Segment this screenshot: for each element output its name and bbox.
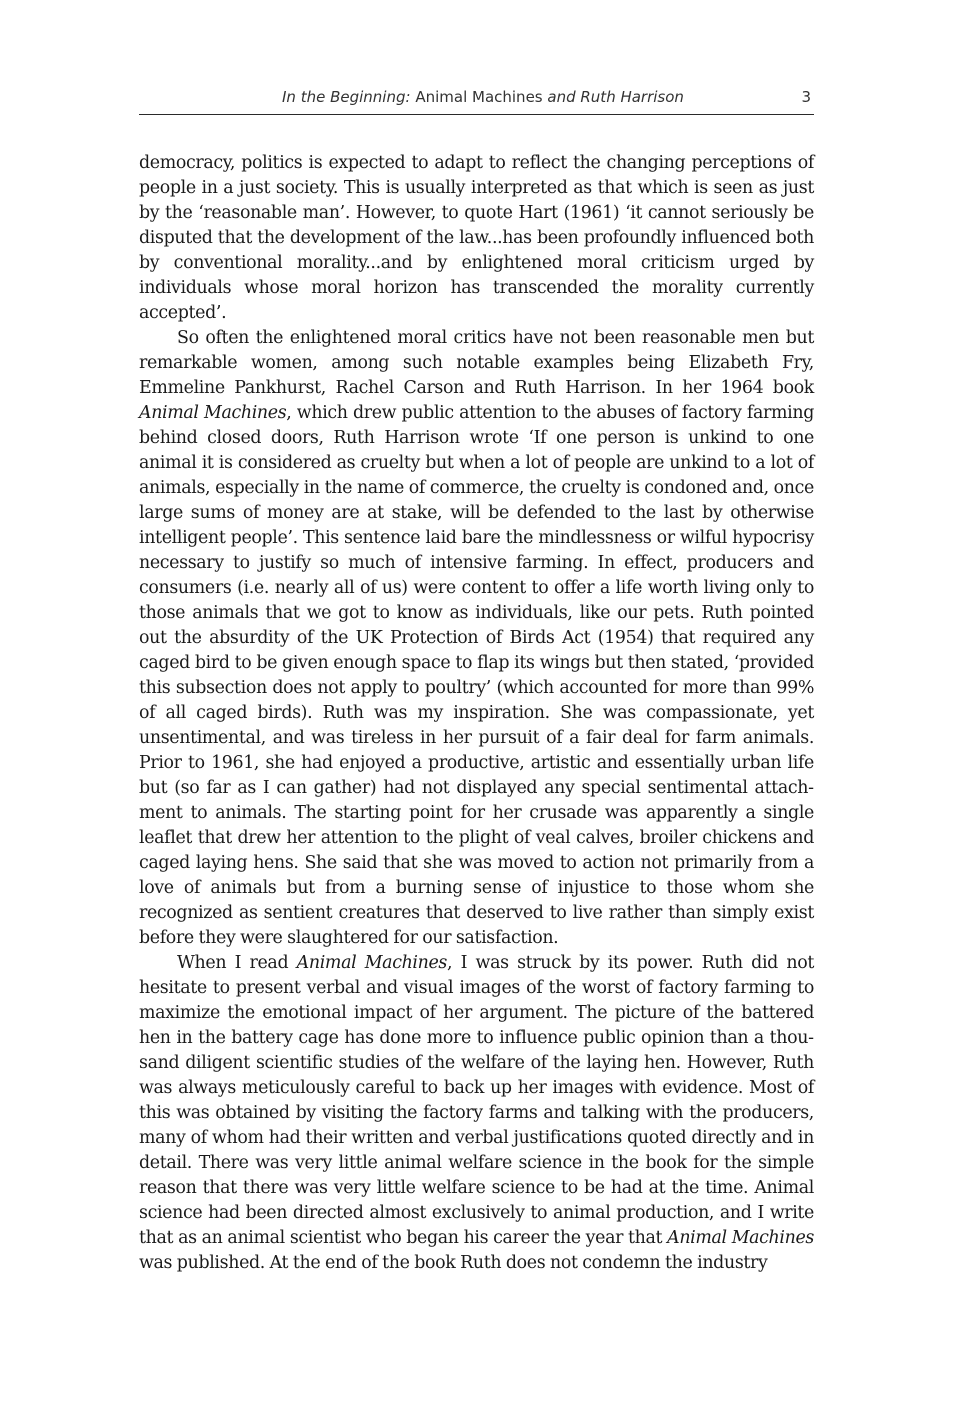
paragraph-2-run-3: , which drew public attention to the abuses of factory farming behind closed doors, Ruth Harrison wrote ‘If one person is unkind to one animal it is considered as cruelty but when a lot of people are unkind to a lot of animals, especially in the name of commerce, the cruelty is condoned and, once large sums of money are at stake, will be defended to the last by otherwise intelligent people’. This sentence laid bare the mindlessness or wilful hypocrisy necessary to justify so much of intensive farming. In effect, producers and consumers (i.e. nearly all of us) were content to offer a life worth living only to those animals that we got to know as individuals, like our pets. Ruth pointed out the absurdity of the UK Protection of Birds Act (1954) that required any caged bird to be given enough space to flap its wings but then stated, ‘provided this subsection does not apply to poultry’ (which accounted for more than 99% of all caged birds). Ruth was my inspiration. She was compassionate, yet unsentimental, and was tireless in her pursuit of a fair deal for farm animals. Prior to 1961, she had enjoyed a productive, artistic and essentially urban life but (so far as I can gather) had not displayed any special sentimental attachment to animals. The starting point for her crusade was apparently a single leaflet that drew her attention to the plight of veal calves, broiler chickens and caged laying hens. She said that she was moved to action not primarily from a love of animals but from a burning sense of injustice to those whom she recognized as sentient creatures that deserved to live rather than simply exist before they were slaughtered for our satisfaction.	[139, 403, 814, 948]
paragraph-3-run-3: , I was struck by its power. Ruth did not hesitate to present verbal and visual images of the worst of factory farming to maximize the emotional impact of her argument. The picture of the battered hen in the battery cage has done more to influence public opinion than a thousand diligent scientific studies of the welfare of the laying hen. However, Ruth was always meticulously careful to back up her images with evidence. Most of this was obtained by visiting the factory farms and talking with the producers, many of whom had their written and verbal justifications quoted directly and in detail. There was very little animal welfare science in the book for the simple reason that there was very little welfare science to be had at the time. Animal science had been directed almost exclusively to animal production, and I write that as an animal scientist who began his career the year that	[139, 953, 814, 1248]
body-text	[139, 151, 814, 1276]
paragraph-3-book-title-2: Animal Machines	[667, 1228, 814, 1248]
running-head-title	[282, 88, 684, 106]
paragraph-2-run-1: So often the enlightened moral critics have not been reasonable men but remarkable women, among such notable examples being Elizabeth Fry, Emmeline Pankhurst, Rachel Carson and Ruth Harrison. In her 1964 book	[139, 328, 814, 398]
running-head-title-roman: Animal Machines	[410, 88, 548, 106]
paragraph-2	[139, 326, 814, 951]
running-head-title-italic-1: In the Beginning:	[282, 88, 411, 106]
paragraph-1-run-1: democracy, politics is expected to adapt to reflect the changing perceptions of people in a just society. This is usually interpreted as that which is seen as just by the ‘reasonable man’. However, to quote Hart (1961) ‘it cannot seriously be disputed that the development of the law...has been profoundly influenced both by conventional morality...and by enlightened moral criticism urged by individuals whose moral horizon has transcended the morality currently accepted’.	[139, 153, 814, 323]
page-number: 3	[801, 88, 811, 106]
paragraph-3-book-title-1: Animal Machines	[296, 953, 448, 973]
paragraph-3-run-1: When I read	[177, 953, 297, 973]
paragraph-3	[139, 951, 814, 1276]
paragraph-1	[139, 151, 814, 326]
running-head	[139, 86, 814, 115]
paragraph-3-run-5: was published. At the end of the book Ruth does not condemn the industry	[139, 1253, 768, 1273]
running-head-title-italic-2: and Ruth Harrison	[547, 88, 684, 106]
paragraph-2-book-title: Animal Machines	[139, 403, 287, 423]
